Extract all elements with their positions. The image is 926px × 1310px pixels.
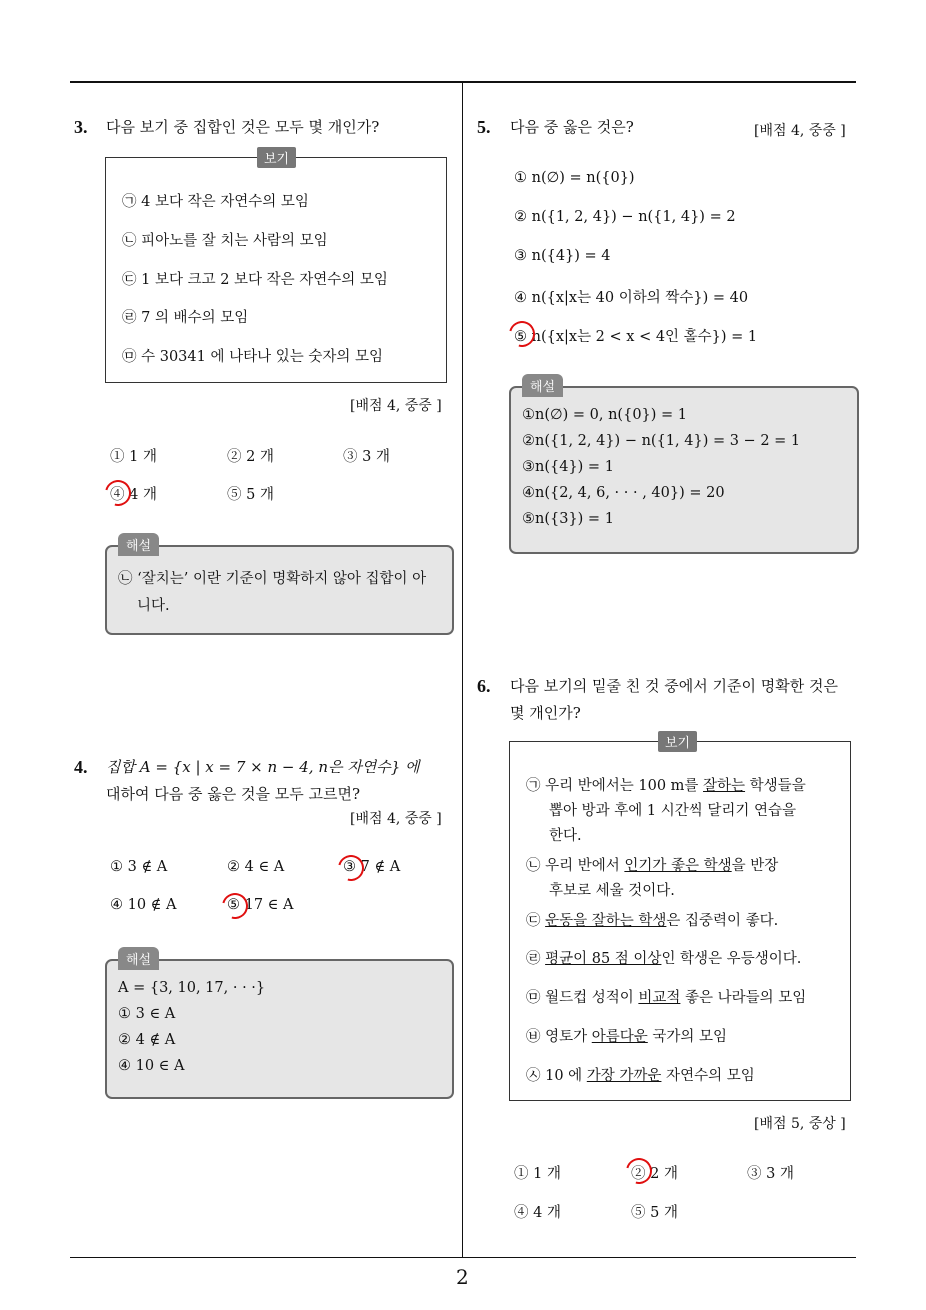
page-number: 2 bbox=[456, 1265, 469, 1289]
question-6-option-4[interactable]: ④ 4 개 bbox=[514, 1205, 561, 1221]
question-3-solution-line-2: 니다. bbox=[137, 598, 170, 614]
question-5-solution-label: 해설 bbox=[522, 374, 563, 397]
question-4-number: 4. bbox=[74, 757, 88, 777]
question-4-text-line-1: 집합 A = {x | x = 7 × n − 4, n은 자연수} 에 bbox=[106, 758, 420, 776]
top-rule bbox=[70, 81, 856, 83]
question-6-answer-mark bbox=[621, 1153, 657, 1189]
question-3-answer-mark bbox=[100, 475, 136, 511]
question-6-underline-2: 인기가 좋은 학생 bbox=[624, 858, 732, 874]
question-6-number: 6. bbox=[477, 676, 491, 696]
question-6-item-6: ㉥ 영토가 아름다운 국가의 모임 bbox=[526, 1029, 728, 1045]
question-3-item-1: ㉠ 4 보다 작은 자연수의 모임 bbox=[122, 194, 309, 210]
question-4-solution-line-3: ② 4 ∉ A bbox=[118, 1032, 176, 1048]
question-4-solution-label: 해설 bbox=[118, 947, 159, 970]
question-3-option-5[interactable]: ⑤ 5 개 bbox=[227, 487, 274, 503]
question-3-item-4: ㉣ 7 의 배수의 모임 bbox=[122, 310, 249, 326]
question-4-solution-line-4: ④ 10 ∈ A bbox=[118, 1058, 185, 1074]
bottom-rule bbox=[70, 1257, 856, 1258]
question-4-option-5[interactable]: ⑤ 17 ∈ A bbox=[227, 897, 294, 913]
question-6-item-5: ㉤ 월드컵 성적이 비교적 좋은 나라들의 모임 bbox=[526, 990, 807, 1006]
question-6-option-2[interactable]: ② 2 개 bbox=[631, 1166, 678, 1182]
question-3-option-3[interactable]: ③ 3 개 bbox=[343, 449, 390, 465]
question-4-solution-line-1: A = {3, 10, 17, · · ·} bbox=[118, 980, 266, 996]
question-4-option-1[interactable]: ① 3 ∉ A bbox=[110, 859, 168, 875]
question-5-text: 다음 중 옳은 것은? bbox=[510, 118, 634, 136]
question-3-score: [배점 4, 중중 ] bbox=[350, 398, 442, 414]
question-3-option-4[interactable]: ④ 4 개 bbox=[110, 487, 157, 503]
question-6-underline-3: 운동을 잘하는 학생 bbox=[545, 913, 667, 929]
question-3-item-3: ㉢ 1 보다 크고 2 보다 작은 자연수의 모임 bbox=[122, 272, 388, 288]
question-3-solution-label: 해설 bbox=[118, 533, 159, 556]
question-3-text: 다음 보기 중 집합인 것은 모두 몇 개인가? bbox=[106, 118, 380, 136]
question-4-score: [배점 4, 중중 ] bbox=[350, 811, 442, 827]
question-5-option-3[interactable]: ③ n({4}) = 4 bbox=[514, 248, 611, 264]
column-divider bbox=[462, 83, 463, 1258]
question-6-score: [배점 5, 중상 ] bbox=[754, 1116, 846, 1132]
question-5-solution-line-5: ⑤n({3}) = 1 bbox=[522, 511, 614, 527]
question-4-answer-mark-3 bbox=[333, 850, 369, 886]
question-5-option-1[interactable]: ① n(∅) = n({0}) bbox=[514, 170, 635, 186]
question-6-option-1[interactable]: ① 1 개 bbox=[514, 1166, 561, 1182]
question-3-box-label: 보기 bbox=[257, 147, 296, 168]
question-5-answer-mark bbox=[504, 316, 540, 352]
question-6-underline-4: 평균이 85 점 이상 bbox=[545, 951, 662, 967]
question-3-option-1[interactable]: ① 1 개 bbox=[110, 449, 157, 465]
question-4-text-line-2: 대하여 다음 중 옳은 것을 모두 고르면? bbox=[106, 785, 361, 803]
question-6-text-line-1: 다음 보기의 밑줄 친 것 중에서 기준이 명확한 것은 bbox=[510, 677, 838, 695]
question-6-item-7: ㉦ 10 에 가장 가까운 자연수의 모임 bbox=[526, 1068, 755, 1084]
question-5-option-2[interactable]: ② n({1, 2, 4}) − n({1, 4}) = 2 bbox=[514, 209, 736, 225]
question-6-underline-7: 가장 가까운 bbox=[586, 1068, 662, 1084]
question-6-item-1-line-2: 뽑아 방과 후에 1 시간씩 달리기 연습을 bbox=[549, 803, 796, 819]
question-5-solution-line-1: ①n(∅) = 0, n({0}) = 1 bbox=[522, 407, 688, 423]
question-3-item-5: ㉤ 수 30341 에 나타나 있는 숫자의 모임 bbox=[122, 349, 383, 365]
question-4-answer-mark-5 bbox=[217, 888, 253, 924]
question-5-number: 5. bbox=[477, 117, 491, 137]
question-6-item-1-line-3: 한다. bbox=[549, 828, 582, 844]
question-4-option-4[interactable]: ④ 10 ∉ A bbox=[110, 897, 177, 913]
question-3-number: 3. bbox=[74, 117, 88, 137]
question-4-solution-line-2: ① 3 ∈ A bbox=[118, 1006, 176, 1022]
question-5-option-5[interactable]: ⑤ n({x|x는 2 < x < 4인 홀수}) = 1 bbox=[514, 329, 758, 345]
question-5-solution-line-4: ④n({2, 4, 6, · · · , 40}) = 20 bbox=[522, 485, 725, 501]
question-5-solution-line-2: ②n({1, 2, 4}) − n({1, 4}) = 3 − 2 = 1 bbox=[522, 433, 801, 449]
question-3-option-2[interactable]: ② 2 개 bbox=[227, 449, 274, 465]
question-6-item-1-line-1: ㉠ 우리 반에서는 100 m를 잘하는 학생들을 bbox=[526, 778, 806, 794]
question-6-item-2-line-2: 후보로 세울 것이다. bbox=[549, 883, 675, 899]
question-4-option-3[interactable]: ③ 7 ∉ A bbox=[343, 859, 401, 875]
question-5-solution-line-3: ③n({4}) = 1 bbox=[522, 459, 614, 475]
question-6-underline-1: 잘하는 bbox=[703, 778, 746, 794]
question-6-option-5[interactable]: ⑤ 5 개 bbox=[631, 1205, 678, 1221]
question-6-item-2-line-1: ㉡ 우리 반에서 인기가 좋은 학생을 반장 bbox=[526, 858, 779, 874]
question-6-item-3: ㉢ 운동을 잘하는 학생은 집중력이 좋다. bbox=[526, 913, 779, 929]
question-6-option-3[interactable]: ③ 3 개 bbox=[747, 1166, 794, 1182]
question-6-text-line-2: 몇 개인가? bbox=[510, 704, 581, 722]
question-6-box-label: 보기 bbox=[658, 731, 697, 752]
question-3-solution-line-1: ㉡ ‘잘치는’ 이란 기준이 명확하지 않아 집합이 아 bbox=[118, 571, 427, 587]
question-3-solution-box bbox=[105, 545, 454, 635]
question-6-underline-5: 비교적 bbox=[638, 990, 681, 1006]
question-4-option-2[interactable]: ② 4 ∈ A bbox=[227, 859, 285, 875]
question-6-item-4: ㉣ 평균이 85 점 이상인 학생은 우등생이다. bbox=[526, 951, 802, 967]
question-5-option-4[interactable]: ④ n({x|x는 40 이하의 짝수}) = 40 bbox=[514, 290, 749, 306]
question-6-underline-6: 아름다운 bbox=[591, 1029, 648, 1045]
question-5-score: [배점 4, 중중 ] bbox=[754, 123, 846, 139]
question-3-item-2: ㉡ 피아노를 잘 치는 사람의 모임 bbox=[122, 233, 328, 249]
